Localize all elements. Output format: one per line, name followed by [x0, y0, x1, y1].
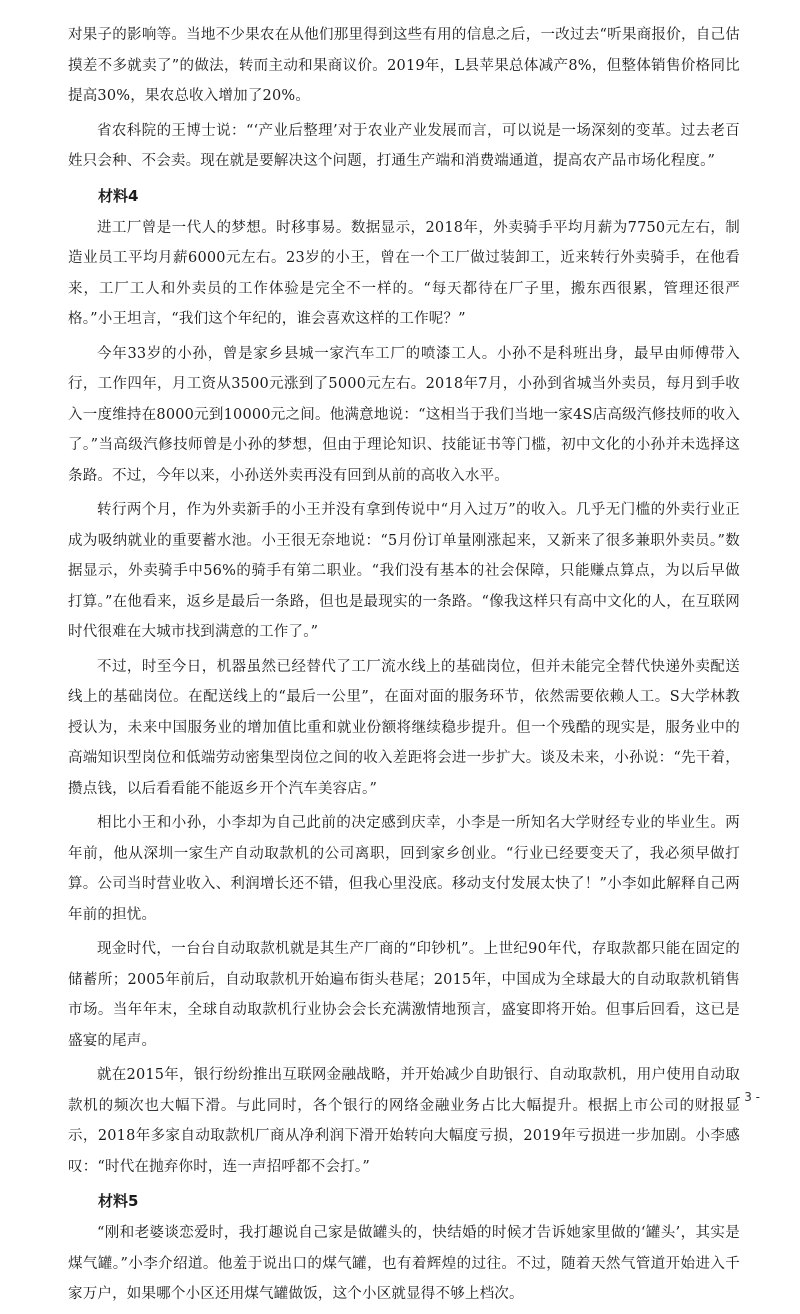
section-heading-material-5: 材料5: [98, 1192, 139, 1210]
paragraph: 今年33岁的小孙，曾是家乡县城一家汽车工厂的喷漆工人。小孙不是科班出身，最早由师傅带入行，工作四年，月工资从3500元涨到了5000元左右。2018年7月，小孙到省城当外卖员，每月到手收入一度维持在8000元到10000元之间。他满意地说：“这相当于我们当地一家4S店高级汽修技师的收入了。”当高级汽修技师曾是小孙的梦想，但由于理论知识、技能证书等门槛，初中文化的小孙并未选择这条路。不过，今年以来，小孙送外卖再没有回到从前的高收入水平。: [68, 345, 740, 484]
paragraph: 进工厂曾是一代人的梦想。时移事易。数据显示，2018年，外卖骑手平均月薪为7750元左右，制造业员工平均月薪6000元左右。23岁的小王，曾在一个工厂做过装卸工，近来转行外卖骑手，在他看来，工厂工人和外卖员的工作体验是完全不一样的。“每天都待在厂子里，搬东西很累，管理还很严格。”小王坦言，“我们这个年纪的，谁会喜欢这样的工作呢？”: [68, 219, 740, 327]
paragraph: 省农科院的王博士说：“‘产业后整理’对于农业产业发展而言，可以说是一场深刻的变革。过去老百姓只会种、不会卖。现在就是要解决这个问题，打通生产端和消费端通道，提高农产品市场化程度。”: [68, 122, 740, 169]
page-number: - 3 -: [736, 1090, 760, 1104]
paragraph: 相比小王和小孙，小李却为自己此前的决定感到庆幸，小李是一所知名大学财经专业的毕业生。两年前，他从深圳一家生产自动取款机的公司离职，回到家乡创业。“行业已经要变天了，我必须早做打算。公司当时营业收入、利润增长还不错，但我心里没底。移动支付发展太快了！”小李如此解释自己两年前的担忧。: [68, 815, 740, 923]
paragraph: “刚和老婆谈恋爱时，我打趣说自己家是做罐头的，快结婚的时候才告诉她家里做的‘罐头’，其实是煤气罐。”小李介绍道。他羞于说出口的煤气罐，也有着辉煌的过往。不过，随着天然气管道开始进入千家万户，如果哪个小区还用煤气罐做饭，这个小区就显得不够上档次。: [68, 1225, 740, 1302]
paragraph: 现金时代，一台台自动取款机就是其生产厂商的“印钞机”。上世纪90年代，存取款都只能在固定的储蓄所；2005年前后，自动取款机开始遍布街头巷尾；2015年，中国成为全球最大的自动取款机销售市场。当年年末，全球自动取款机行业协会会长充满激情地预言，盛宴即将开始。但事后回看，这已是盛宴的尾声。: [68, 941, 740, 1049]
document-page: [68, 20, 740, 1314]
paragraph: 转行两个月，作为外卖新手的小王并没有拿到传说中“月入过万”的收入。几乎无门槛的外卖行业正成为吸纳就业的重要蓄水池。小王很无奈地说：“5月份订单量刚涨起来，又新来了很多兼职外卖员。”数据显示，外卖骑手中56%的骑手有第二职业。“我们没有基本的社会保障，只能赚点算点，为以后早做打算。”在他看来，返乡是最后一条路，但也是最现实的一条路。“像我这样只有高中文化的人，在互联网时代很难在大城市找到满意的工作了。”: [68, 502, 740, 640]
paragraph: 就在2015年，银行纷纷推出互联网金融战略，并开始减少自助银行、自动取款机，用户使用自动取款机的频次也大幅下滑。与此同时，各个银行的网络金融业务占比大幅提升。根据上市公司的财报显示，2018年多家自动取款机厂商从净利润下滑开始转向大幅度亏损，2019年亏损进一步加剧。小李感叹：“时代在抛弃你时，连一声招呼都不会打。”: [68, 1067, 740, 1175]
paragraph: 不过，时至今日，机器虽然已经替代了工厂流水线上的基础岗位，但并未能完全替代快递外卖配送线上的基础岗位。在配送线上的“最后一公里”，在面对面的服务环节，依然需要依赖人工。S大学林教授认为，未来中国服务业的增加值比重和就业份额将继续稳步提升。但一个残酷的现实是，服务业中的高端知识型岗位和低端劳动密集型岗位之间的收入差距将会进一步扩大。谈及未来，小孙说：“先干着，攒点钱，以后看看能不能返乡开个汽车美容店。”: [68, 658, 740, 797]
paragraph: 对果子的影响等。当地不少果农在从他们那里得到这些有用的信息之后，一改过去“听果商报价，自己估摸差不多就卖了”的做法，转而主动和果商议价。2019年，L县苹果总体减产8%，但整体销售价格同比提高30%，果农总收入增加了20%。: [68, 27, 740, 104]
section-heading-material-4: 材料4: [98, 186, 139, 205]
